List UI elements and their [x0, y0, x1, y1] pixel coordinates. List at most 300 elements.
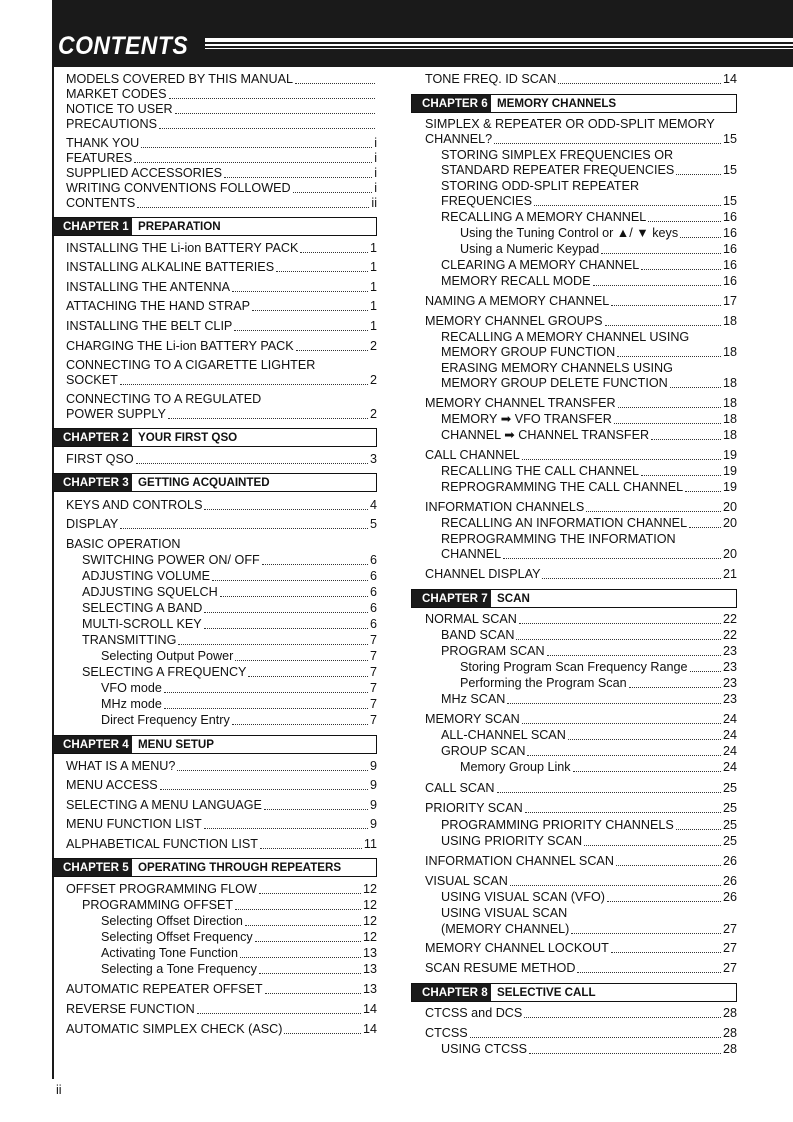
dot-leader: [259, 973, 361, 974]
toc-entry[interactable]: [66, 151, 377, 166]
toc-entry-page: 15: [722, 163, 737, 177]
toc-entry-page: 27: [722, 941, 737, 955]
toc-entry[interactable]: [425, 712, 737, 727]
toc-entry-title: MEMORY CHANNEL GROUPS: [425, 314, 603, 328]
header-stripes: [205, 38, 793, 52]
dot-leader: [524, 1017, 721, 1018]
toc-entry-page: 18: [722, 345, 737, 359]
toc-entry-page: 27: [722, 961, 737, 975]
toc-entry-page: 6: [369, 569, 377, 583]
toc-entry-title: PROGRAM SCAN: [441, 644, 545, 658]
toc-entry[interactable]: [101, 962, 377, 977]
chapter-title: PREPARATION: [138, 220, 221, 233]
toc-entry-title: (MEMORY CHANNEL): [441, 922, 570, 936]
toc-entry[interactable]: [66, 498, 377, 513]
toc-entry[interactable]: [66, 982, 377, 997]
toc-entry-title: KEYS AND CONTROLS: [66, 498, 203, 512]
dot-leader: [525, 812, 721, 813]
dot-leader: [262, 564, 368, 565]
toc-entry-title: DISPLAY: [66, 517, 119, 531]
toc-entry-page: 1: [369, 260, 377, 274]
toc-entry[interactable]: [82, 569, 377, 584]
toc-entry[interactable]: [425, 612, 737, 627]
toc-entry[interactable]: [66, 817, 377, 832]
toc-entry[interactable]: [66, 280, 377, 295]
toc-entry-title: VFO mode: [101, 681, 162, 695]
toc-entry-title: USING CTCSS: [441, 1042, 528, 1056]
toc-entry[interactable]: [441, 834, 737, 849]
dot-leader: [629, 687, 721, 688]
toc-entry-title: ATTACHING THE HAND STRAP: [66, 299, 251, 313]
toc-entry[interactable]: [441, 516, 737, 531]
toc-entry-page: 25: [722, 818, 737, 832]
chapter-number: CHAPTER 6: [412, 95, 491, 112]
toc-entry-page: 18: [722, 314, 737, 328]
toc-entry[interactable]: [66, 181, 377, 196]
toc-entry-title: STORING ODD-SPLIT REPEATER: [441, 179, 640, 193]
toc-entry[interactable]: [82, 601, 377, 616]
toc-entry-page: 13: [362, 946, 377, 960]
toc-entry-title: CONTENTS: [66, 196, 136, 210]
toc-entry[interactable]: [425, 567, 737, 582]
toc-entry[interactable]: [101, 930, 377, 945]
toc-entry-title: POWER SUPPLY: [66, 407, 166, 421]
toc-entry-page: 1: [369, 280, 377, 294]
toc-entry[interactable]: [441, 1042, 737, 1057]
toc-entry[interactable]: [66, 166, 377, 181]
toc-entry-title: PRECAUTIONS: [66, 117, 157, 131]
toc-entry[interactable]: [441, 922, 737, 937]
toc-entry[interactable]: [66, 72, 377, 87]
toc-entry[interactable]: [425, 72, 737, 87]
toc-entry[interactable]: [460, 760, 737, 775]
dot-leader: [159, 128, 375, 129]
dot-leader: [235, 909, 361, 910]
toc-entry-page: 19: [722, 464, 737, 478]
toc-entry[interactable]: [441, 210, 737, 225]
toc-entry[interactable]: [66, 407, 377, 422]
toc-entry[interactable]: [425, 396, 737, 411]
toc-entry[interactable]: [66, 759, 377, 774]
toc-entry[interactable]: [101, 713, 377, 728]
toc-entry[interactable]: [441, 547, 737, 562]
toc-entry[interactable]: [66, 452, 377, 467]
dot-leader: [293, 192, 373, 193]
toc-entry-page: 9: [369, 778, 377, 792]
toc-entry-title: RECALLING A MEMORY CHANNEL: [441, 210, 647, 224]
dot-leader: [164, 708, 368, 709]
toc-entry[interactable]: [66, 87, 377, 102]
dot-leader: [680, 237, 721, 238]
toc-entry[interactable]: [460, 242, 737, 257]
toc-entry[interactable]: [460, 676, 737, 691]
toc-entry[interactable]: [425, 314, 737, 329]
dot-leader: [300, 252, 368, 253]
dot-leader: [264, 809, 368, 810]
toc-entry-title: SCAN RESUME METHOD: [425, 961, 576, 975]
toc-entry-title: Using the Tuning Control or ▲/ ▼ keys: [460, 226, 679, 240]
dot-leader: [204, 828, 368, 829]
toc-entry-title: SOCKET: [66, 373, 118, 387]
toc-entry[interactable]: [82, 633, 377, 648]
toc-entry-title: FREQUENCIES: [441, 194, 532, 208]
toc-entry[interactable]: [425, 854, 737, 869]
toc-entry[interactable]: [441, 744, 737, 759]
page-number: ii: [56, 1083, 62, 1097]
toc-entry-page: 23: [722, 644, 737, 658]
toc-entry[interactable]: [101, 649, 377, 664]
toc-entry-title: MARKET CODES: [66, 87, 167, 101]
toc-entry[interactable]: [441, 330, 737, 345]
toc-entry-page: 13: [362, 962, 377, 976]
toc-entry-title: AUTOMATIC REPEATER OFFSET: [66, 982, 263, 996]
dot-leader: [160, 789, 368, 790]
dot-leader: [641, 269, 721, 270]
toc-entry-title: TRANSMITTING: [82, 633, 177, 647]
toc-entry[interactable]: [441, 428, 737, 443]
toc-entry[interactable]: [66, 1002, 377, 1017]
toc-entry-title: MEMORY GROUP DELETE FUNCTION: [441, 376, 668, 390]
toc-entry[interactable]: [441, 628, 737, 643]
toc-entry[interactable]: [441, 480, 737, 495]
chapter-heading: [411, 94, 737, 113]
toc-entry-title: CHANNEL ➡ CHANNEL TRANSFER: [441, 428, 650, 442]
chapter-title: GETTING ACQUAINTED: [138, 476, 270, 489]
dot-leader: [571, 933, 721, 934]
toc-entry[interactable]: [82, 553, 377, 568]
toc-entry-title: SELECTING A FREQUENCY: [82, 665, 247, 679]
toc-entry[interactable]: [82, 665, 377, 680]
dot-leader: [220, 596, 368, 597]
dot-leader: [670, 387, 721, 388]
toc-entry[interactable]: [101, 697, 377, 712]
toc-entry-title: CONNECTING TO A CIGARETTE LIGHTER: [66, 358, 316, 372]
toc-entry[interactable]: [441, 728, 737, 743]
dot-leader: [494, 143, 721, 144]
toc-entry[interactable]: [425, 801, 737, 816]
dot-leader: [120, 528, 368, 529]
toc-entry-title: REPROGRAMMING THE INFORMATION: [441, 532, 676, 546]
dot-leader: [601, 253, 721, 254]
toc-entry[interactable]: [66, 373, 377, 388]
toc-entry[interactable]: [66, 392, 377, 407]
toc-entry-page: 26: [722, 890, 737, 904]
toc-entry-page: 15: [722, 194, 737, 208]
toc-entry-page: 14: [362, 1002, 377, 1016]
toc-entry-page: 13: [362, 982, 377, 996]
toc-entry[interactable]: [66, 1022, 377, 1037]
toc-entry-page: 28: [722, 1042, 737, 1056]
toc-entry-page: 25: [722, 781, 737, 795]
toc-entry[interactable]: [66, 882, 377, 897]
toc-entry[interactable]: [441, 532, 737, 547]
toc-entry-title: WHAT IS A MENU?: [66, 759, 176, 773]
toc-entry-page: 2: [369, 339, 377, 353]
dot-leader: [284, 1033, 361, 1034]
toc-entry[interactable]: [425, 874, 737, 889]
toc-entry-title: THANK YOU: [66, 136, 140, 150]
toc-entry[interactable]: [441, 274, 737, 289]
toc-entry[interactable]: [441, 376, 737, 391]
toc-entry-title: INSTALLING ALKALINE BATTERIES: [66, 260, 275, 274]
dot-leader: [611, 305, 721, 306]
toc-entry-title: NAMING A MEMORY CHANNEL: [425, 294, 610, 308]
dot-leader: [178, 644, 368, 645]
dot-leader: [245, 925, 361, 926]
toc-entry-title: Performing the Program Scan: [460, 676, 627, 690]
toc-entry[interactable]: [66, 537, 377, 552]
dot-leader: [618, 407, 721, 408]
dot-leader: [240, 957, 361, 958]
toc-entry-page: 16: [722, 210, 737, 224]
toc-entry-page: 12: [362, 930, 377, 944]
dot-leader: [529, 1053, 721, 1054]
toc-entry[interactable]: [82, 617, 377, 632]
dot-leader: [255, 941, 361, 942]
toc-entry[interactable]: [460, 660, 737, 675]
toc-entry-title: VISUAL SCAN: [425, 874, 508, 888]
toc-entry-title: INSTALLING THE Li-ion BATTERY PACK: [66, 241, 299, 255]
dot-leader: [265, 993, 361, 994]
toc-entry[interactable]: [425, 294, 737, 309]
dot-leader: [120, 384, 368, 385]
toc-entry-title: INFORMATION CHANNEL SCAN: [425, 854, 614, 868]
toc-entry[interactable]: [425, 941, 737, 956]
toc-entry[interactable]: [441, 890, 737, 905]
toc-entry-title: CALL SCAN: [425, 781, 495, 795]
toc-entry-title: CHANNEL: [441, 547, 502, 561]
toc-entry[interactable]: [441, 361, 737, 376]
toc-entry-page: 23: [722, 692, 737, 706]
toc-entry[interactable]: [425, 1026, 737, 1041]
dot-leader: [558, 83, 721, 84]
dot-leader: [534, 205, 721, 206]
dot-leader: [586, 511, 721, 512]
toc-entry[interactable]: [425, 500, 737, 515]
chapter-number: CHAPTER 8: [412, 984, 491, 1001]
toc-entry[interactable]: [460, 226, 737, 241]
toc-entry-page: 24: [722, 728, 737, 742]
toc-entry[interactable]: [441, 412, 737, 427]
toc-entry-page: i: [374, 166, 377, 180]
toc-entry-title: MENU ACCESS: [66, 778, 158, 792]
chapter-heading: [52, 473, 377, 492]
dot-leader: [164, 692, 368, 693]
toc-entry-page: 6: [369, 553, 377, 567]
chapter-number: CHAPTER 4: [53, 736, 132, 753]
toc-entry-page: 2: [369, 373, 377, 387]
toc-entry[interactable]: [425, 448, 737, 463]
toc-entry-title: CLEARING A MEMORY CHANNEL: [441, 258, 640, 272]
toc-entry-page: 7: [369, 649, 377, 663]
toc-entry[interactable]: [66, 260, 377, 275]
dot-leader: [234, 330, 368, 331]
toc-entry[interactable]: [66, 837, 377, 852]
toc-entry[interactable]: [66, 299, 377, 314]
toc-entry-title: MULTI-SCROLL KEY: [82, 617, 202, 631]
toc-entry-page: 28: [722, 1026, 737, 1040]
toc-entry[interactable]: [441, 194, 737, 209]
toc-entry-title: Memory Group Link: [460, 760, 571, 774]
chapter-heading: [52, 217, 377, 236]
dot-leader: [568, 739, 721, 740]
toc-entry-title: USING VISUAL SCAN (VFO): [441, 890, 605, 904]
dot-leader: [685, 491, 721, 492]
toc-entry[interactable]: [425, 132, 737, 147]
dot-leader: [235, 660, 368, 661]
toc-entry-page: 18: [722, 376, 737, 390]
toc-entry-page: 14: [722, 72, 737, 86]
toc-entry-title: CTCSS and DCS: [425, 1006, 523, 1020]
toc-entry[interactable]: [101, 914, 377, 929]
toc-entry[interactable]: [66, 196, 377, 211]
toc-entry-page: 26: [722, 874, 737, 888]
toc-entry-page: 27: [722, 922, 737, 936]
page-title: CONTENTS: [58, 32, 189, 60]
toc-entry-page: 9: [369, 817, 377, 831]
toc-entry-title: MENU FUNCTION LIST: [66, 817, 202, 831]
toc-entry[interactable]: [66, 241, 377, 256]
toc-entry-title: Selecting Offset Direction: [101, 914, 243, 928]
dot-leader: [527, 755, 721, 756]
toc-entry[interactable]: [441, 258, 737, 273]
toc-entry[interactable]: [101, 946, 377, 961]
dot-leader: [676, 829, 721, 830]
toc-entry-title: TONE FREQ. ID SCAN: [425, 72, 557, 86]
toc-entry-page: 24: [722, 712, 737, 726]
chapter-number: CHAPTER 7: [412, 590, 491, 607]
chapter-number: CHAPTER 2: [53, 429, 132, 446]
toc-entry[interactable]: [441, 163, 737, 178]
toc-entry[interactable]: [66, 517, 377, 532]
toc-entry-title: REVERSE FUNCTION: [66, 1002, 195, 1016]
dot-leader: [137, 207, 369, 208]
toc-entry-title: SELECTING A BAND: [82, 601, 203, 615]
dot-leader: [141, 147, 372, 148]
toc-entry-title: SELECTING A MENU LANGUAGE: [66, 798, 262, 812]
toc-entry-title: MODELS COVERED BY THIS MANUAL: [66, 72, 293, 86]
dot-leader: [593, 285, 721, 286]
dot-leader: [259, 893, 361, 894]
toc-entry-page: 7: [369, 665, 377, 679]
toc-entry[interactable]: [441, 644, 737, 659]
toc-entry[interactable]: [425, 781, 737, 796]
toc-entry-page: 24: [722, 744, 737, 758]
toc-entry[interactable]: [425, 961, 737, 976]
toc-entry[interactable]: [441, 148, 737, 163]
toc-entry-title: MHz SCAN: [441, 692, 506, 706]
toc-entry-title: SUPPLIED ACCESSORIES: [66, 166, 223, 180]
dot-leader: [169, 98, 375, 99]
toc-entry[interactable]: [425, 1006, 737, 1021]
toc-entry-title: Using a Numeric Keypad: [460, 242, 600, 256]
toc-entry-title: STANDARD REPEATER FREQUENCIES: [441, 163, 675, 177]
dot-leader: [519, 623, 721, 624]
toc-entry[interactable]: [441, 464, 737, 479]
toc-entry[interactable]: [425, 117, 737, 132]
dot-leader: [232, 724, 368, 725]
toc-entry-title: Storing Program Scan Frequency Range: [460, 660, 688, 674]
toc-entry-title: PROGRAMMING OFFSET: [82, 898, 234, 912]
toc-entry-page: 14: [362, 1022, 377, 1036]
toc-entry[interactable]: [66, 136, 377, 151]
dot-leader: [212, 580, 368, 581]
dot-leader: [168, 418, 368, 419]
toc-entry[interactable]: [441, 906, 737, 921]
toc-entry-title: MEMORY RECALL MODE: [441, 274, 591, 288]
toc-entry[interactable]: [82, 898, 377, 913]
toc-entry[interactable]: [441, 345, 737, 360]
dot-leader: [614, 423, 721, 424]
toc-entry-page: 18: [722, 412, 737, 426]
toc-entry-title: Selecting Output Power: [101, 649, 234, 663]
toc-entry-title: CHANNEL DISPLAY: [425, 567, 541, 581]
toc-entry[interactable]: [66, 358, 377, 373]
toc-entry-page: 2: [369, 407, 377, 421]
toc-entry-title: AUTOMATIC SIMPLEX CHECK (ASC): [66, 1022, 283, 1036]
toc-entry-page: 20: [722, 516, 737, 530]
toc-entry[interactable]: [101, 681, 377, 696]
toc-entry-title: CONNECTING TO A REGULATED: [66, 392, 262, 406]
chapter-title: MENU SETUP: [138, 738, 215, 751]
toc-entry-page: 28: [722, 1006, 737, 1020]
toc-entry-page: 26: [722, 854, 737, 868]
toc-entry-page: 1: [369, 319, 377, 333]
dot-leader: [204, 628, 368, 629]
toc-entry[interactable]: [66, 339, 377, 354]
toc-entry-page: 19: [722, 480, 737, 494]
toc-entry[interactable]: [441, 692, 737, 707]
dot-leader: [175, 113, 375, 114]
toc-entry-title: FEATURES: [66, 151, 133, 165]
toc-entry-page: 15: [722, 132, 737, 146]
toc-entry-page: 21: [722, 567, 737, 581]
toc-entry-title: NORMAL SCAN: [425, 612, 517, 626]
dot-leader: [224, 177, 372, 178]
toc-entry-title: Selecting Offset Frequency: [101, 930, 253, 944]
dot-leader: [276, 271, 368, 272]
chapter-heading: [52, 428, 377, 447]
toc-entry-title: Direct Frequency Entry: [101, 713, 230, 727]
toc-entry-page: 12: [362, 882, 377, 896]
chapter-number: CHAPTER 1: [53, 218, 132, 235]
toc-entry-page: 19: [722, 448, 737, 462]
toc-entry[interactable]: [66, 798, 377, 813]
dot-leader: [651, 439, 721, 440]
toc-entry-title: RECALLING A MEMORY CHANNEL USING: [441, 330, 690, 344]
dot-leader: [134, 162, 372, 163]
toc-entry[interactable]: [66, 778, 377, 793]
toc-entry[interactable]: [441, 179, 737, 194]
toc-entry-title: ADJUSTING SQUELCH: [82, 585, 218, 599]
toc-entry[interactable]: [441, 818, 737, 833]
toc-entry-title: MEMORY CHANNEL LOCKOUT: [425, 941, 609, 955]
toc-entry-page: 9: [369, 798, 377, 812]
toc-entry-page: 9: [369, 759, 377, 773]
dot-leader: [507, 703, 721, 704]
toc-entry[interactable]: [66, 319, 377, 334]
toc-entry[interactable]: [82, 585, 377, 600]
toc-entry-page: 7: [369, 681, 377, 695]
dot-leader: [516, 639, 721, 640]
toc-entry[interactable]: [66, 117, 377, 132]
toc-entry-title: CHARGING THE Li-ion BATTERY PACK: [66, 339, 294, 353]
dot-leader: [573, 771, 721, 772]
dot-leader: [248, 676, 368, 677]
toc-entry[interactable]: [66, 102, 377, 117]
dot-leader: [616, 865, 721, 866]
toc-entry-title: MEMORY GROUP FUNCTION: [441, 345, 616, 359]
